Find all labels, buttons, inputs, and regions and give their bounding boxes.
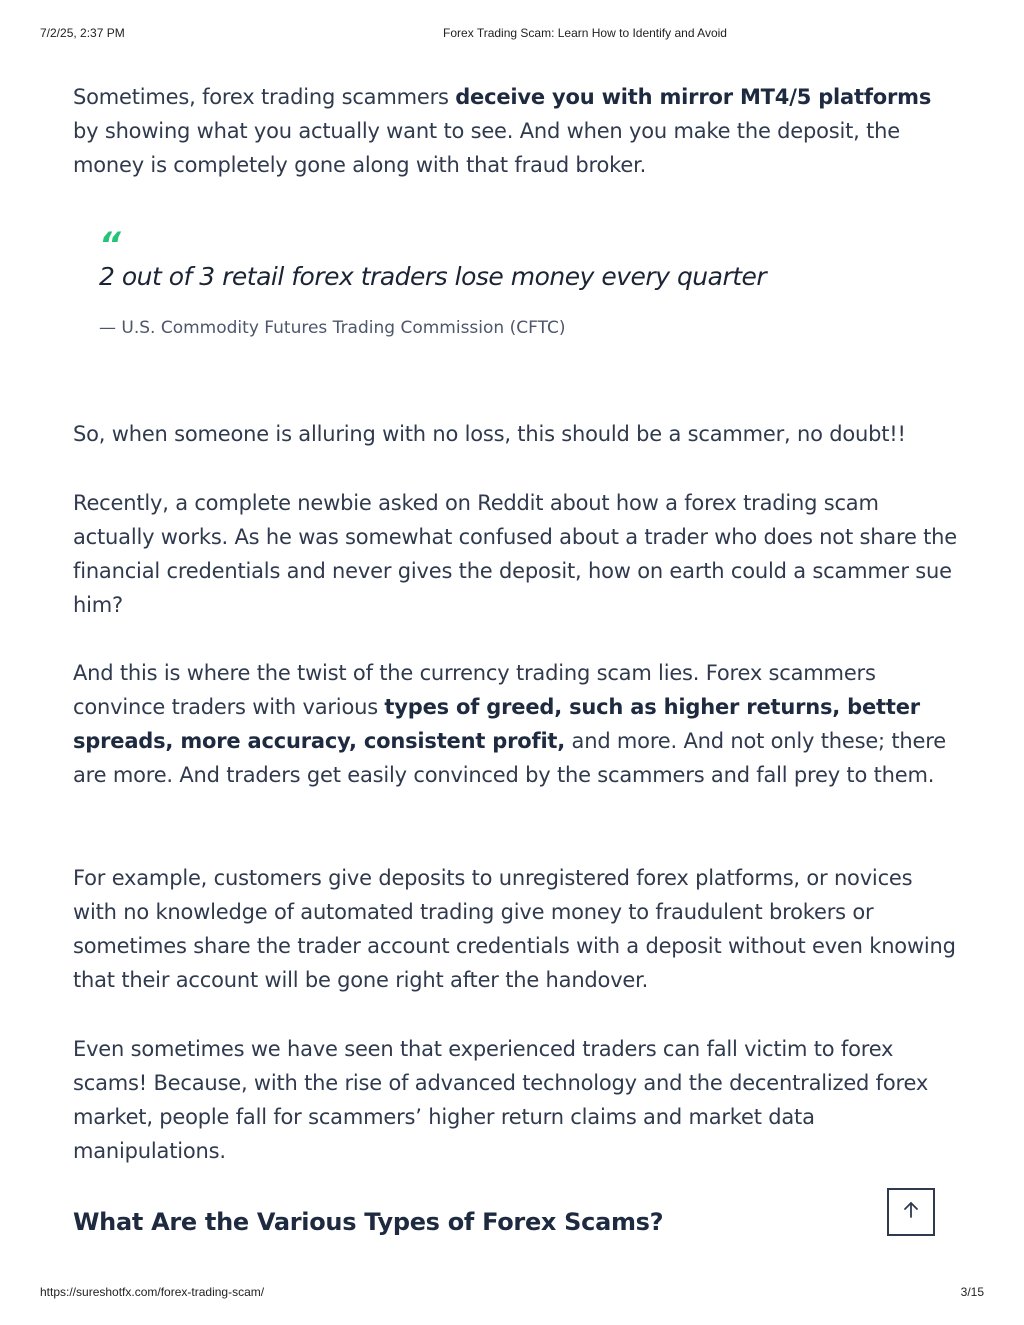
- highlight-mirror-platforms: deceive you with mirror MT4/5 platforms: [455, 85, 932, 109]
- quote-mark-icon: “: [99, 225, 121, 265]
- quote-source: — U.S. Commodity Futures Trading Commission (CFTC): [99, 318, 566, 338]
- print-datetime: 7/2/25, 2:37 PM: [40, 26, 125, 40]
- quote-text: 2 out of 3 retail forex traders lose money every quarter: [99, 262, 767, 291]
- back-to-top-button[interactable]: [887, 1188, 935, 1236]
- print-url: https://sureshotfx.com/forex-trading-scam/: [40, 1285, 265, 1299]
- print-page-title: Forex Trading Scam: Learn How to Identify and Avoid: [443, 26, 727, 40]
- highlight-types-of-greed: types of greed, such as higher returns, better spreads, more accuracy, consistent profit,: [73, 695, 920, 753]
- paragraph-mirror-platforms: Sometimes, forex trading scammers deceive you with mirror MT4/5 platforms by showing what you actually want to see. And when you make the deposit, the money is completely gone along with that fraud broker.: [73, 85, 932, 177]
- paragraph-experienced-traders: Even sometimes we have seen that experienced traders can fall victim to forex scams! Because, with the rise of advanced technology and the decentralized forex market, people fall for scammers’ higher return claims and market data manipulations.: [73, 1037, 929, 1163]
- paragraph-twist: And this is where the twist of the currency trading scam lies. Forex scammers convince traders with various types of greed, such as higher returns, better spreads, more accuracy, consistent profit, and more. And not only these; there are more. And traders get easily convinced by the scammers and fall prey to them.: [73, 661, 946, 787]
- paragraph-reddit-newbie: Recently, a complete newbie asked on Reddit about how a forex trading scam actually works. As he was somewhat confused about a trader who does not share the financial credentials and never gives the deposit, how on earth could a scammer sue him?: [73, 491, 958, 617]
- print-header: [0, 26, 1024, 42]
- arrow-up-icon: [901, 1200, 921, 1225]
- paragraph-no-loss: So, when someone is alluring with no loss, this should be a scammer, no doubt!!: [73, 422, 906, 446]
- paragraph-example: For example, customers give deposits to unregistered forex platforms, or novices with no knowledge of automated trading give money to fraudulent brokers or sometimes share the trader account credentials with a deposit without even knowing that their account will be gone right after the handover.: [73, 866, 956, 992]
- section-heading: What Are the Various Types of Forex Scams?: [73, 1208, 664, 1236]
- page-number: 3/15: [960, 1285, 984, 1299]
